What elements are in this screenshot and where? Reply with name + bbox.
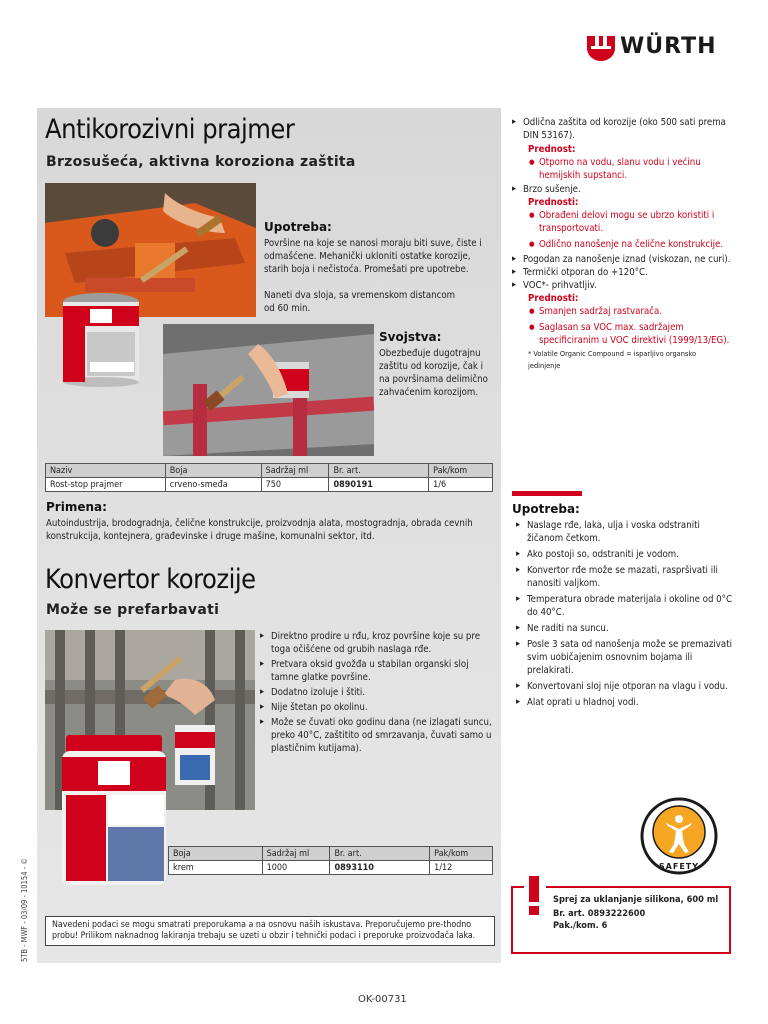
list-item: ▸ Temperatura obrade materijala i okoline od 0°C do 40°C. xyxy=(516,593,732,619)
feature-sub-heading: Prednosti: xyxy=(528,293,579,304)
feature-item: ▸ Pogodan za nanošenje iznad (viskozan, ne curi). xyxy=(512,253,732,266)
table-row xyxy=(169,861,493,875)
wurth-logo xyxy=(586,30,736,62)
list-item: ▸ Dodatno izoluje i štiti. xyxy=(260,686,496,699)
list-item: ▸ Naslage rđe, laka, ulja i voska odstraniti žičanom četkom. xyxy=(516,519,732,545)
red-accent-bar xyxy=(512,491,582,496)
safety-badge-text: SAFETY xyxy=(658,862,700,871)
product2-subtitle: Može se prefarbavati xyxy=(46,602,220,618)
list-item: ▸ Nije štetan po okolinu. xyxy=(260,701,496,714)
table-cell: 0893110 xyxy=(330,861,430,875)
table-header-cell: Sadržaj ml xyxy=(262,847,330,861)
table-cell: Rost-stop prajmer xyxy=(46,478,166,492)
feature-sub-item: ● Otporno na vodu, slanu vodu i većinu hemijskih supstanci. xyxy=(528,156,732,182)
list-item: ▸ Konvertor rđe može se mazati, raspršivati ili nanositi valjkom. xyxy=(516,564,732,590)
safety-box-text xyxy=(553,894,723,932)
table-cell: 1/12 xyxy=(430,861,493,875)
table-header-cell: Br. art. xyxy=(329,464,429,478)
table-header-cell: Br. art. xyxy=(330,847,430,861)
table-header-cell: Boja xyxy=(169,847,263,861)
feature-item: ▸ VOC*- prihvatljiv. xyxy=(512,279,732,292)
safety-article-number: Br. art. 0893222600 xyxy=(553,908,646,919)
product1-properties-text: Obezbeđuje dugotrajnu zaštitu od korozije, čak i na površinama delimično zahvaćenim korozijom. xyxy=(379,348,488,398)
table-header-cell: Pak/kom xyxy=(430,847,493,861)
voc-footnote: * Volatile Organic Compound = isparljivo organsko jedinjenje xyxy=(528,349,697,370)
safety-pack-qty: Pak./kom. 6 xyxy=(553,920,608,931)
right-column-features xyxy=(512,116,732,372)
list-item: ▸ Direktno prodire u rđu, kroz površine koje su pre toga očišćene od grubih naslaga rđe. xyxy=(260,630,496,656)
disclaimer-box xyxy=(45,916,495,946)
feature-sub-item: ● Odlično nanošenje na čelične konstrukcije. xyxy=(528,238,732,251)
product1-usage-heading: Upotreba: xyxy=(264,220,332,234)
page-identifier: OK-00731 xyxy=(358,994,407,1005)
feature-sub-heading: Prednost: xyxy=(528,144,576,155)
table-header-row xyxy=(46,464,493,478)
brand-name: WÜRTH xyxy=(620,34,717,59)
list-item: ▸ Konvertovani sloj nije otporan na vlagu i vodu. xyxy=(516,680,732,693)
product1-usage-text2: Naneti dva sloja, sa vremenskom distancom od 60 min. xyxy=(264,290,456,314)
list-item: ▸ Ako postoji so, odstraniti je vodom. xyxy=(516,548,732,561)
list-item: ▸ Alat oprati u hladnoj vodi. xyxy=(516,696,732,709)
table-header-cell: Naziv xyxy=(46,464,166,478)
product1-properties-heading: Svojstva: xyxy=(379,330,442,344)
feature-sub-item: ● Obrađeni delovi mogu se ubrzo koristiti i transportovati. xyxy=(528,209,732,235)
table-cell: 1/6 xyxy=(429,478,493,492)
feature-sub-item: ● Smanjen sadržaj rastvarača. xyxy=(528,305,732,318)
product1-usage-text: Površine na koje se nanosi moraju biti suve, čiste i odmašćene. Mehanički ukloniti ostatke korozije, starih boja i nečistoća. Promešati pre upotrebe. xyxy=(264,238,482,275)
feature-sub-heading: Prednosti: xyxy=(528,197,579,208)
list-item: ▸ Posle 3 sata od nanošenja može se premazivati svim uobičajenim osnovnim bojama ili prelakirati. xyxy=(516,638,732,677)
wurth-logo-icon xyxy=(586,32,616,62)
table-header-cell: Pak/kom xyxy=(429,464,493,478)
feature-item: ▸ Odlična zaštita od korozije (oko 500 sati prema DIN 53167). xyxy=(512,116,732,142)
photo-painting-metal xyxy=(163,324,374,456)
exclamation-icon xyxy=(524,876,546,916)
product1-subtitle: Brzosušeća, aktivna koroziona zaštita xyxy=(46,154,356,170)
side-catalog-code: 5TB - MWF - 03/09 - 10154 - © xyxy=(20,858,29,962)
safety-product-name: Sprej za uklanjanje silikona, 600 ml xyxy=(553,894,719,905)
disclaimer-text: Navedeni podaci se mogu smatrati preporukama a na osnovu naših iskustava. Preporučujemo pre-thodno probu! Prilikom naknadnog lakiranja trebaju se uzeti u obzir i tehnički podaci i preporuke proizvođača laka. xyxy=(52,920,476,941)
product1-application-heading: Primena: xyxy=(46,500,107,514)
table-cell: krem xyxy=(169,861,263,875)
primer-can-image xyxy=(60,292,142,387)
table-header-cell: Boja xyxy=(165,464,261,478)
feature-item: ▸ Brzo sušenje. xyxy=(512,183,732,196)
product1-application-text: Autoindustrija, brodogradnja, čelične konstrukcije, proizvodnja alata, mostogradnja, obrada cevnih konstrukcija, kontejnera, građevinske i druge mašine, komunalni sektor, itd. xyxy=(46,518,473,542)
product2-bullet-list xyxy=(260,630,496,755)
list-item: ▸ Ne raditi na suncu. xyxy=(516,622,732,635)
safety-badge-icon xyxy=(640,796,718,880)
feature-sub-item: ● Saglasan sa VOC max. sadržajem specificiranim u VOC direktivi (1999/13/EG). xyxy=(528,321,732,347)
usage-heading: Upotreba: xyxy=(512,502,580,516)
list-item: ▸ Pretvara oksid gvožđa u stabilan organski sloj tamne glatke površine. xyxy=(260,658,496,684)
feature-item: ▸ Termički otporan do +120°C. xyxy=(512,266,732,279)
table-cell: 1000 xyxy=(262,861,330,875)
usage-bullet-list xyxy=(516,519,732,709)
table-cell: 750 xyxy=(261,478,329,492)
table-cell: crveno-smeđa xyxy=(165,478,261,492)
product1-title: Antikorozivni prajmer xyxy=(45,114,295,145)
list-item: ▸ Može se čuvati oko godinu dana (ne izlagati suncu, preko 40°C, zaštitito od smrzavanja, čuvati samo u plastičnim kutijama). xyxy=(260,716,496,755)
product1-spec-table xyxy=(45,463,493,492)
product2-spec-table xyxy=(168,846,493,875)
rust-converter-jar-image xyxy=(60,735,168,887)
table-cell: 0890191 xyxy=(329,478,429,492)
product2-title: Konvertor korozije xyxy=(45,564,256,595)
table-row xyxy=(46,478,493,492)
table-header-cell: Sadržaj ml xyxy=(261,464,329,478)
table-header-row xyxy=(169,847,493,861)
